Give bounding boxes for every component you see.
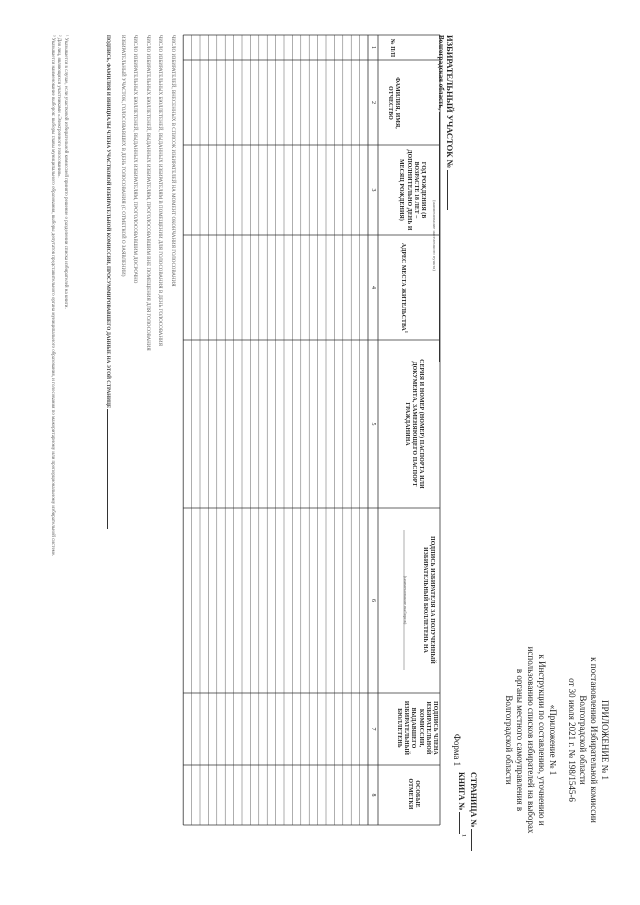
column-header-number: № П/П <box>389 38 395 58</box>
column-header-birth: ГОД РОЖДЕНИЯ (В ВОЗРАСТЕ 18 ЛЕТ – ДОПОЛНИТЕЛЬНО ДЕНЬ И МЕСЯЦ РОЖДЕНИЯ) <box>398 149 426 231</box>
appendix-line: использованию списков избирателей на выборах <box>526 646 536 834</box>
column-header-passport: СЕРИЯ И НОМЕР (НОМЕР) ПАСПОРТА ИЛИ ДОКУМЕНТА, ЗАМЕНЯЮЩЕГО ПАСПОРТ ГРАЖДАНИНА <box>403 359 424 489</box>
region-line: Волгоградская область, <box>437 35 445 362</box>
column-number: 5 <box>370 422 376 426</box>
column-number: 1 <box>370 46 376 49</box>
column-number: 4 <box>370 286 376 289</box>
column-number: 3 <box>370 188 376 192</box>
column-number: 8 <box>370 793 376 797</box>
appendix-line: в органы местного самоуправления в <box>515 668 525 812</box>
page-number-label: СТРАНИЦА № <box>469 772 478 851</box>
footnote: ¹ Указывается в случае, если участковой избирательной комиссией принято решение о разделении списка избирателей на книги. <box>63 35 68 309</box>
footnote: ³ Указывается наименование выборов: выборы главы муниципального образования, выборы депутатов представительного органа муниципального образования, и голосования по мажоритарному или пропорциональному избирательной системе. <box>49 35 55 557</box>
appendix-title: ПРИЛОЖЕНИЕ № 1 <box>600 699 610 781</box>
column-number: 6 <box>370 599 376 602</box>
appendix-line: «Приложение № 1 <box>548 704 558 776</box>
appendix-line: от 30 июля 2021 г. № 198/1545-6 <box>567 678 577 802</box>
column-header-address: АДРЕС МЕСТА ЖИТЕЛЬСТВА$^1$ <box>400 243 409 333</box>
column-header-name: ФАМИЛИЯ, ИМЯ, ОТЧЕСТВО <box>386 77 400 129</box>
region-hint: (наименование населенного пункта) <box>432 200 437 271</box>
summary-block <box>103 35 175 755</box>
book-number-label: КНИГА № $^1$ <box>457 772 466 837</box>
column-header-notes: ОСОБЫЕ ОТМЕТКИ <box>406 778 420 810</box>
summary-line: ЧИСЛО ИЗБИРАТЕЛЕЙ, ВНЕСЕННЫХ В СПИСОК ИЗБИРАТЕЛЕЙ НА МОМЕНТ ОКОНЧАНИЯ ГОЛОСОВАНИЯ <box>170 35 175 287</box>
summary-line: ИЗБИРАТЕЛЬНЫЙ УЧАСТОК, ГОЛОСОВАВШИХ В ДЕНЬ ГОЛОСОВАНИЯ (С ОТМЕТКОЙ О ЗАЯВЛЕНИИ) <box>119 35 125 277</box>
precinct-title: ИЗБИРАТЕЛЬНЫЙ УЧАСТОК № <box>445 35 455 210</box>
summary-line: ЧИСЛО ИЗБИРАТЕЛЬНЫХ БЮЛЛЕТЕНЕЙ, ВЫДАННЫХ ИЗБИРАТЕЛЯМ, ПРОГОЛОСОВАВШИМ ДОСРОЧНО <box>132 35 138 284</box>
appendix-line: к постановлению Избирательной комиссии <box>589 657 599 823</box>
appendix-line: к Инструкции по составлению, уточнению и <box>537 654 547 826</box>
column-header-elections-hint: (наименование выборов) <box>403 575 408 625</box>
footnotes <box>48 35 68 795</box>
footnote: ² Для лиц, являющихся участниками «Электронного голосования». <box>56 35 62 178</box>
column-number: 2 <box>370 101 376 104</box>
appendix-line: Волгоградской области <box>504 695 514 785</box>
signature-line: ПОДПИСЬ, ФАМИЛИЯ И ИНИЦИАЛЫ ЧЛЕНА УЧАСТКОВОЙ ИЗБИРАТЕЛЬНОЙ КОМИССИИ, ПРОСУММИРОВАВШЕГО ДАННЫЕ НА ЭТОЙ СТРАНИЦЕ <box>103 35 110 755</box>
summary-line: ЧИСЛО ИЗБИРАТЕЛЬНЫХ БЮЛЛЕТЕНЕЙ, ВЫДАННЫХ ИЗБИРАТЕЛЯМ, ПРОГОЛОСОВАВШИМ ВНЕ ПОМЕЩЕНИЯ ДЛЯ ГОЛОСОВАНИЯ <box>144 35 150 351</box>
appendix-line: Волгоградской области <box>578 695 588 785</box>
column-number: 7 <box>370 727 376 731</box>
summary-line: ЧИСЛО ИЗБИРАТЕЛЬНЫХ БЮЛЛЕТЕНЕЙ, ВЫДАННЫХ ИЗБИРАТЕЛЯМ В ПОМЕЩЕНИИ ДЛЯ ГОЛОСОВАНИЯ В ДЕНЬ ГОЛОСОВАНИЯ <box>157 35 163 346</box>
column-header-signature-voter: ПОДПИСЬ ИЗБИРАТЕЛЯ ЗА ПОЛУЧЕННЫЙ ИЗБИРАТЕЛЬНЫЙ БЮЛЛЕТЕНЬ НА <box>421 536 435 664</box>
form-label: Форма 1 <box>452 733 462 767</box>
column-header-signature-member: ПОДПИСЬ ЧЛЕНА ИЗБИРАТЕЛЬНОЙ КОМИССИИ, ВЫДАВШЕГО ИЗБИРАТЕЛЬНЫЙ БЮЛЛЕТЕНЬ <box>395 700 438 756</box>
